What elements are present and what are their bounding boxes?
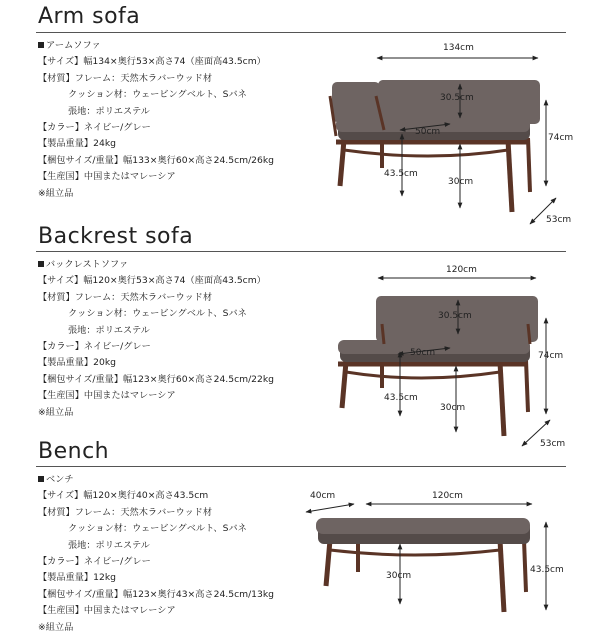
spec-material: 【材質】フレーム：天然木ラバーウッド材 [38,291,213,303]
spec-size: 【サイズ】幅120×奥行53×高さ74（座面高43.5cm） [38,275,266,287]
dim-depth: 53cm [540,439,566,449]
bench-seat [316,518,530,544]
backrest-sofa-title: Backrest sofa [38,224,194,249]
dim-seat-height: 43.5cm [384,393,418,403]
bench-diagram [0,464,600,644]
spec-size: 【サイズ】幅120×奥行40×高さ43.5cm [38,490,209,502]
dim-height: 74cm [548,133,574,143]
spec-upholstery: 張地：ポリエステル [68,539,150,551]
dim-seat-height: 43.5cm [384,169,418,179]
spec-weight: 【製品重量】20kg [38,357,116,369]
dim-height: 43.5cm [530,565,564,575]
spec-name-text: アームソファ [46,40,101,51]
spec-weight: 【製品重量】24kg [38,138,116,150]
bench-legs [326,540,526,612]
spec-assembly: ※組立品 [38,621,74,633]
spec-color: 【カラー】ネイビー/グレー [38,556,151,568]
spec-color: 【カラー】ネイビー/グレー [38,122,151,134]
dim-depth: 53cm [546,215,572,225]
spec-name-text: ベンチ [46,474,74,485]
spec-cushion: クッション材：ウェービングベルト、Sバネ [68,308,247,320]
spec-origin: 【生産国】中国またはマレーシア [38,171,176,183]
dim-back: 30.5cm [440,93,474,103]
spec-package: 【梱包サイズ/重量】幅133×奥行60×高さ24.5cm/26kg [38,154,275,166]
dim-back: 30.5cm [438,311,472,321]
arm-sofa-title: Arm sofa [38,4,141,29]
dim-leg: 30cm [448,177,474,187]
spec-assembly: ※組立品 [38,406,74,418]
spec-assembly: ※組立品 [38,187,74,199]
spec-color: 【カラー】ネイビー/グレー [38,341,151,353]
spec-material: 【材質】フレーム：天然木ラバーウッド材 [38,72,213,84]
arm-sofa-legs [336,138,530,212]
arm-sofa-diagram [0,0,600,230]
spec-origin: 【生産国】中国またはマレーシア [38,605,176,617]
dim-width: 120cm [446,265,477,275]
spec-cushion: クッション材：ウェービングベルト、Sバネ [68,89,247,101]
spec-cushion: クッション材：ウェービングベルト、Sバネ [68,523,247,535]
dim-leg: 30cm [440,403,466,413]
dim-seat-depth: 50cm [410,348,436,358]
dim-height: 74cm [538,351,564,361]
dim-leg: 30cm [386,571,412,581]
spec-package: 【梱包サイズ/重量】幅123×奥行43×高さ24.5cm/13kg [38,588,275,600]
backrest-sofa-diagram [0,220,600,450]
backrest-sofa-legs [338,360,528,436]
spec-origin: 【生産国】中国またはマレーシア [38,390,176,402]
spec-upholstery: 張地：ポリエステル [68,324,150,336]
dim-depth: 40cm [310,491,336,501]
spec-weight: 【製品重量】12kg [38,572,116,584]
backrest-sofa-body [338,296,538,362]
bench-title: Bench [38,439,110,464]
dim-seat-depth: 50cm [415,127,441,137]
spec-size: 【サイズ】幅134×奥行53×高さ74（座面高43.5cm） [38,56,266,68]
dim-width: 134cm [443,43,474,53]
spec-package: 【梱包サイズ/重量】幅123×奥行60×高さ24.5cm/22kg [38,373,275,385]
spec-upholstery: 張地：ポリエステル [68,105,150,117]
spec-material: 【材質】フレーム：天然木ラバーウッド材 [38,506,213,518]
spec-name-text: バックレストソファ [46,259,129,270]
dim-width: 120cm [432,491,463,501]
